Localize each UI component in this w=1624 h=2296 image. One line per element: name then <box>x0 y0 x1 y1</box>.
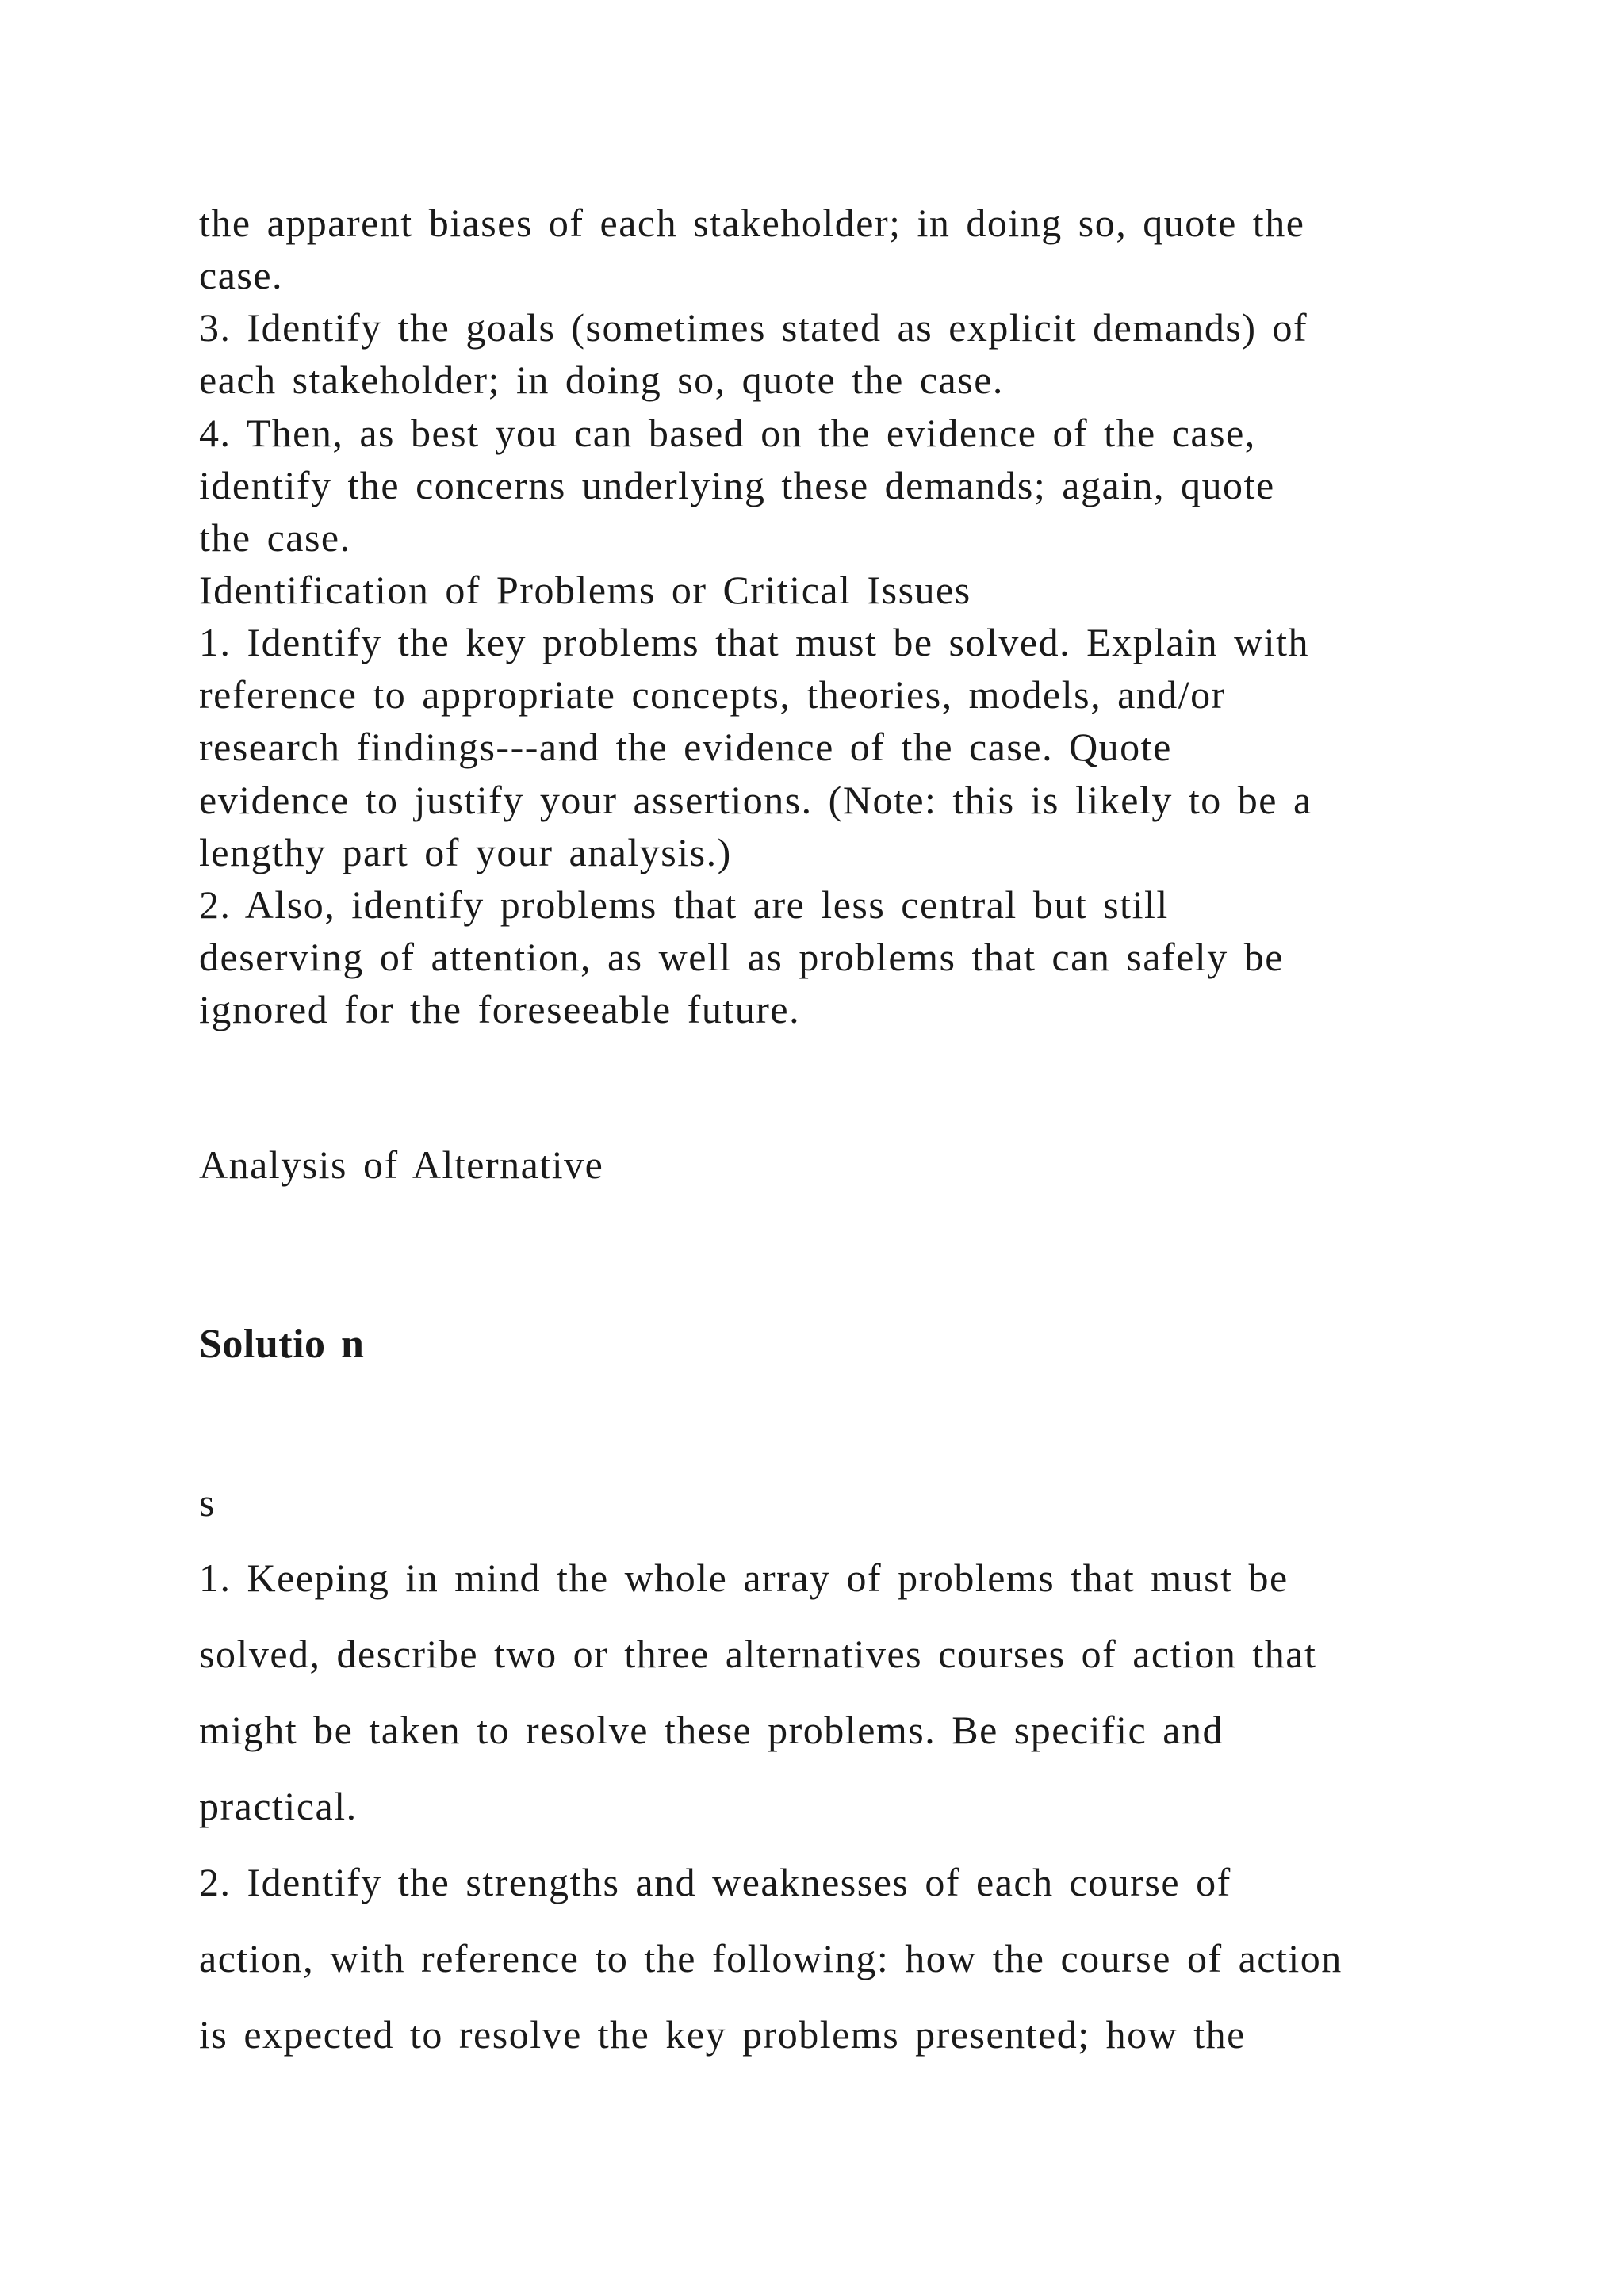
text-line: identify the concerns underlying these demands; again, quote <box>199 463 1275 507</box>
text-line: 4. Then, as best you can based on the evidence of the case, <box>199 411 1256 455</box>
text-line: case. <box>199 253 284 297</box>
text-line: might be taken to resolve these problems. Be specific and <box>199 1708 1224 1752</box>
text-line: evidence to justify your assertions. (Note: this is likely to be a <box>199 778 1312 822</box>
text-line: reference to appropriate concepts, theories, models, and/or <box>199 672 1226 717</box>
text-line: 2. Identify the strengths and weaknesses of each course of <box>199 1860 1231 1904</box>
text-line: ignored for the foreseeable future. <box>199 987 801 1031</box>
text-line: the apparent biases of each stakeholder; in doing so, quote the <box>199 201 1305 245</box>
text-line: 3. Identify the goals (sometimes stated as explicit demands) of <box>199 305 1308 350</box>
text-line: deserving of attention, as well as problems that can safely be <box>199 935 1284 979</box>
text-line: solved, describe two or three alternatives courses of action that <box>199 1632 1317 1676</box>
text-line: each stakeholder; in doing so, quote the case. <box>199 358 1004 402</box>
text-line: 1. Keeping in mind the whole array of problems that must be <box>199 1556 1289 1600</box>
text-line: the case. <box>199 515 351 560</box>
text-line: practical. <box>199 1784 358 1828</box>
text-line: action, with reference to the following: how the course of action <box>199 1936 1342 1980</box>
section-heading-analysis: Analysis of Alternative <box>199 1142 604 1187</box>
text-line: 1. Identify the key problems that must be solved. Explain with <box>199 620 1309 664</box>
section-heading-solution: Solutio n <box>199 1322 365 1367</box>
text-line: research findings---and the evidence of the case. Quote <box>199 725 1172 769</box>
section-heading-problems: Identification of Problems or Critical Issues <box>199 568 971 612</box>
stray-letter: s <box>199 1480 216 1525</box>
text-line: 2. Also, identify problems that are less central but still <box>199 882 1169 927</box>
text-line: lengthy part of your analysis.) <box>199 830 732 874</box>
text-line: is expected to resolve the key problems presented; how the <box>199 2012 1246 2057</box>
